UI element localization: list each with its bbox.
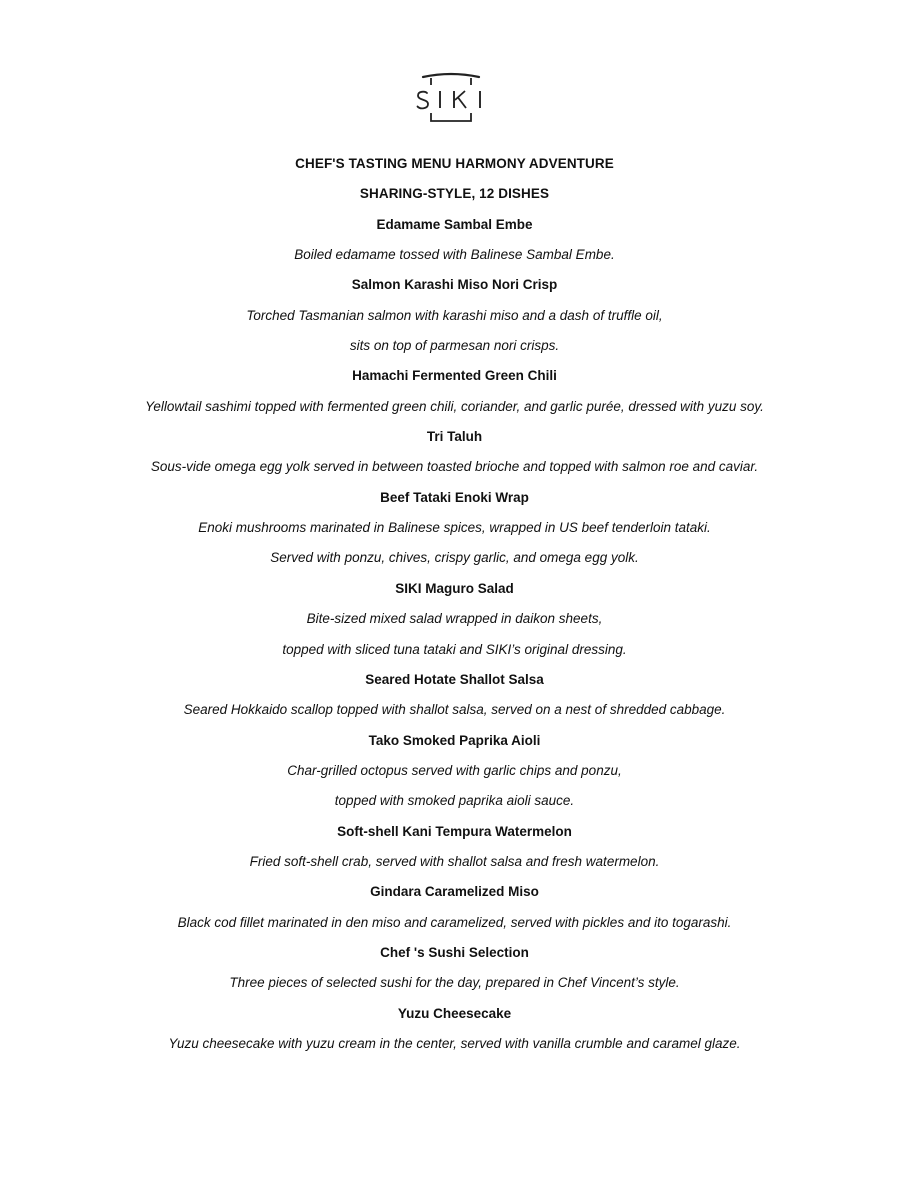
dish-description: topped with smoked paprika aioli sauce.	[334, 793, 575, 809]
menu-subtitle: SHARING-STYLE, 12 DISHES	[359, 186, 550, 202]
dish-description: Black cod fillet marinated in den miso and caramelized, served with pickles and ito togarashi.	[177, 914, 732, 930]
siki-logo	[414, 72, 488, 124]
dish-description: Served with ponzu, chives, crispy garlic, and omega egg yolk.	[270, 550, 639, 566]
dish-description: Enoki mushrooms marinated in Balinese spices, wrapped in US beef tenderloin tataki.	[198, 520, 711, 536]
dish-name: Tako Smoked Paprika Aioli	[368, 732, 541, 748]
dish-description: Bite-sized mixed salad wrapped in daikon sheets,	[306, 611, 603, 627]
dish-description: topped with sliced tuna tataki and SIKI’s original dressing.	[282, 641, 627, 657]
dish-name: Hamachi Fermented Green Chili	[352, 368, 557, 384]
dish-name: Gindara Caramelized Miso	[370, 884, 539, 900]
dish-description: sits on top of parmesan nori crisps.	[349, 338, 560, 354]
dish-description: Seared Hokkaido scallop topped with shallot salsa, served on a nest of shredded cabbage.	[183, 702, 726, 718]
dish-description: Fried soft-shell crab, served with shallot salsa and fresh watermelon.	[249, 853, 660, 869]
dish-description: Yuzu cheesecake with yuzu cream in the center, served with vanilla crumble and caramel glaze.	[168, 1035, 741, 1051]
dish-description: Boiled edamame tossed with Balinese Sambal Embe.	[294, 247, 615, 263]
dish-description: Sous-vide omega egg yolk served in between toasted brioche and topped with salmon roe and caviar.	[150, 459, 759, 475]
dish-description: Three pieces of selected sushi for the day, prepared in Chef Vincent’s style.	[229, 975, 680, 991]
tasting-menu	[40, 154, 869, 1064]
dish-name: Soft-shell Kani Tempura Watermelon	[337, 823, 572, 839]
dish-description: Torched Tasmanian salmon with karashi miso and a dash of truffle oil,	[246, 307, 663, 323]
dish-name: Tri Taluh	[426, 429, 483, 445]
dish-name: Chef 's Sushi Selection	[380, 944, 529, 960]
dish-name: Seared Hotate Shallot Salsa	[365, 671, 544, 687]
dish-name: SIKI Maguro Salad	[395, 580, 514, 596]
dish-description: Yellowtail sashimi topped with fermented green chili, coriander, and garlic purée, dressed with yuzu soy.	[145, 398, 764, 414]
menu-title: CHEF'S TASTING MENU HARMONY ADVENTURE	[295, 156, 614, 171]
dish-name: Beef Tataki Enoki Wrap	[380, 489, 529, 505]
dish-name: Yuzu Cheesecake	[397, 1005, 512, 1021]
dish-name: Edamame Sambal Embe	[376, 216, 533, 232]
siki-logo-icon	[414, 72, 488, 124]
dish-description: Char-grilled octopus served with garlic chips and ponzu,	[287, 762, 622, 778]
dish-name: Salmon Karashi Miso Nori Crisp	[351, 277, 558, 293]
